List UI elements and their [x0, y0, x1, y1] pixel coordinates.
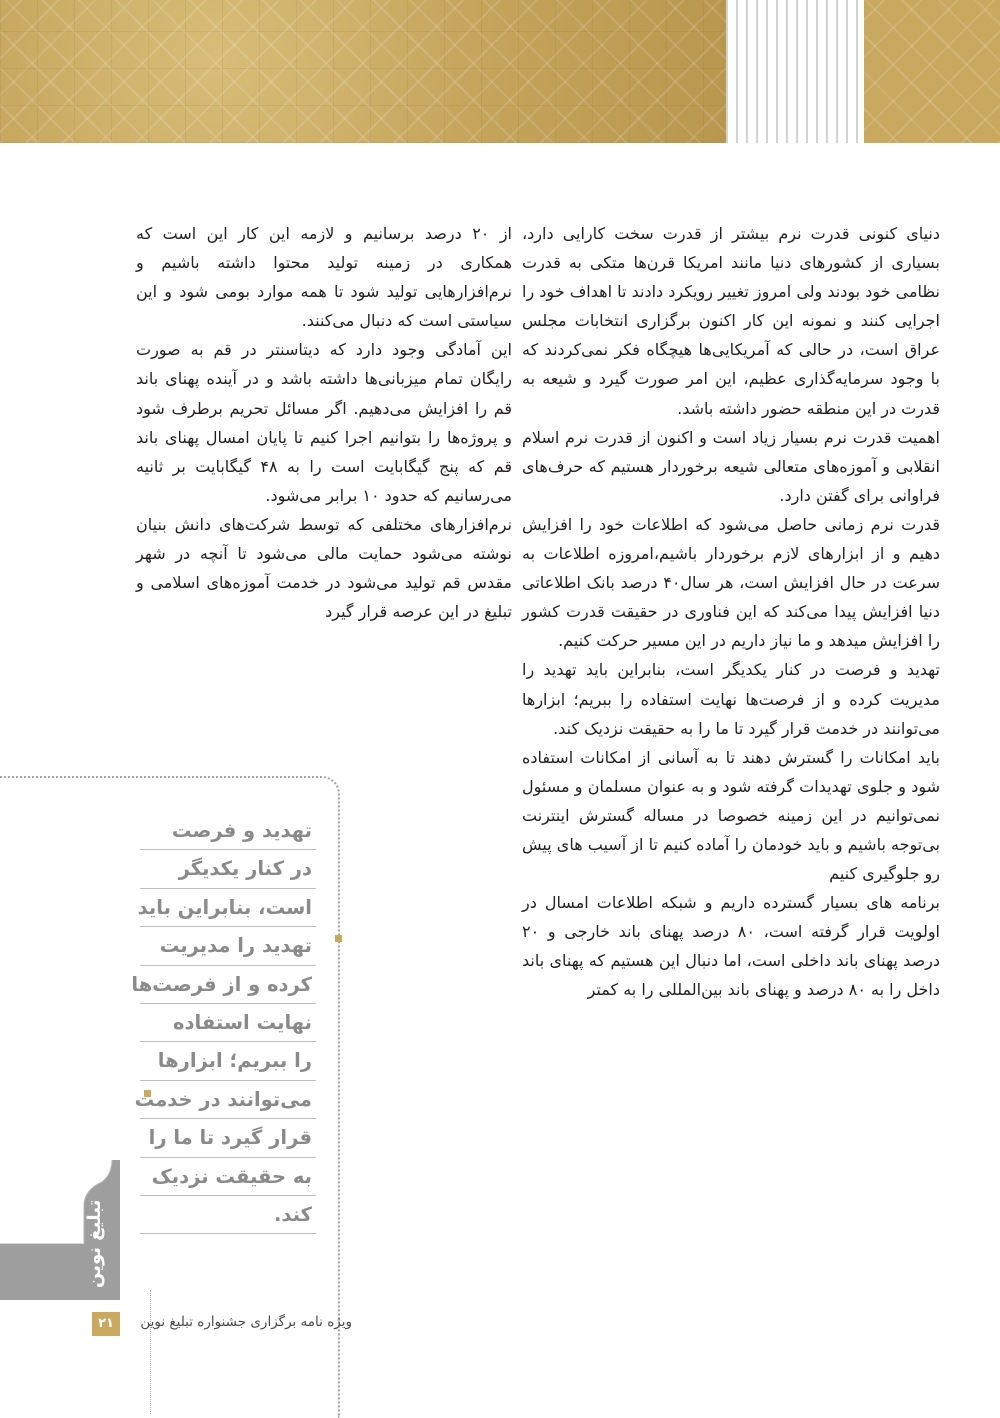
paragraph: قدرت نرم زمانی حاصل می‌شود که اطلاعات خود را افزایش دهیم و از ابزارهای لازم برخوردار باشیم،امروزه اطلاعات به سرعت در حال افزایش است، هر سال۴۰ درصد بانک اطلاعاتی دنیا افزایش پیدا می‌کند که این فناوری در حقیقت قدرت کشور را افزایش میدهد و ما نیاز داریم در این مسیر حرکت کنیم. [522, 514, 940, 651]
striped-band [726, 0, 860, 143]
pull-quote-line: نهایت استفاده [140, 1004, 316, 1042]
page-number: ۲۱ [92, 1312, 120, 1336]
paragraph: باید امکانات را گسترش دهند تا به آسانی از امکانات استفاده شود و جلوی تهدیدات گرفته شود و به عنوان مسلمان و مسئول نمی‌توانیم در این زمینه خصوصا در مساله گسترش اینترنت بی‌توجه باشیم و باید خودمان را آماده کنیم تا از آسیب های پیش رو جلوگیری کنیم [522, 747, 940, 884]
logo-wordmark: تبلیغ نوین [84, 1199, 105, 1288]
pull-quote-line: است، بنابراین باید [140, 889, 316, 927]
ornamental-corner-block [860, 0, 1000, 143]
paragraph: تهدید و فرصت در کنار یکدیگر است، بنابراین باید تهدید را مدیریت کرده و از فرصت‌ها نهایت استفاده را ببریم؛ ابزارها می‌توانند در خدمت قرار گیرد تا ما را به حقیقت نزدیک کند. [522, 660, 940, 738]
pull-quote-line: به حقیقت نزدیک [140, 1158, 316, 1196]
article-column-right [522, 219, 940, 1005]
pull-quote-line: می‌توانند در خدمت [140, 1081, 316, 1119]
publication-title: ویژه نامه برگزاری جشنواره تبلیغ نوین [140, 1314, 352, 1330]
article-column-left [136, 219, 512, 626]
pull-quote-line: تهدید را مدیریت [140, 927, 316, 965]
pull-quote-line: کند. [140, 1196, 316, 1234]
pull-quote-line: را ببریم؛ ابزارها [140, 1042, 316, 1080]
paragraph: از ۲۰ درصد برسانیم و لازمه این کار این است که همکاری در زمینه تولید محتوا داشته باشیم و نرم‌افزارهایی تولید شود تا همه موارد بومی شود و این سیاستی است که دنبال می‌کنند. [136, 224, 512, 331]
side-logo-tab [0, 1160, 120, 1300]
pull-quote-line: کرده و از فرصت‌ها [140, 966, 316, 1004]
pull-quote-line: قرار گیرد تا ما را [140, 1119, 316, 1157]
header-banner [0, 0, 1000, 143]
pull-quote [131, 812, 316, 1234]
footer-divider [150, 1290, 151, 1414]
pull-quote-line: تهدید و فرصت [140, 812, 316, 850]
ornamental-pattern [0, 0, 726, 143]
paragraph: این آمادگی وجود دارد که دیتاسنتر در قم به صورت رایگان تمام میزبانی‌ها داشته باشد و در آینده پهنای باند قم را افزایش می‌دهیم. اگر مسائل تحریم برطرف شود و پروژه‌ها را بتوانیم اجرا کنیم تا پایان امسال پهنای باند قم که پنج گیگابایت است را به ۴۸ گیگابایت بر ثانیه می‌رسانیم که حدود ۱۰ برابر می‌شود. [136, 340, 512, 505]
page-footer [92, 1312, 352, 1338]
paragraph: اهمیت قدرت نرم بسیار زیاد است و اکنون از قدرت نرم اسلام انقلابی و آموزه‌های متعالی شیعه برخوردار هستیم که حرف‌های فراوانی برای گفتن دارد. [522, 427, 940, 505]
paragraph: دنیای کنونی قدرت نرم بیشتر از قدرت سخت کارایی دارد، بسیاری از کشورهای دنیا مانند امریکا قرن‌ها متکی به قدرت نظامی خود بودند ولی امروز تغییر رویکرد دادند تا اهداف خود را اجرایی کنند و نمونه این کار اکنون برگزاری انتخابات مجلس عراق است، در حالی که آمریکایی‌ها هیچگاه فکر نمی‌کردند که با وجود سرمایه‌گذاری عظیم، این امر صورت گیرد و شیعه به قدرت در این منطقه حضور داشته باشد. [522, 224, 940, 418]
paragraph: نرم‌افزارهای مختلفی که توسط شرکت‌های دانش بنیان نوشته می‌شود حمایت مالی می‌شود تا آنچه در شهر مقدس قم تولید می‌شود در خدمت آموزه‌های اسلامی و تبلیغ در این عرصه قرار گیرد [136, 514, 512, 622]
pull-quote-line: در کنار یکدیگر [140, 850, 316, 888]
decorative-dot [335, 935, 342, 942]
paragraph: برنامه های بسیار گسترده داریم و شبکه اطلاعات امسال در اولویت قرار گرفته است، ۸۰ درصد پهنای باند خارجی و ۲۰ درصد پهنای باند داخلی است، اما دنبال این هستیم که پهنای باند داخل را به ۸۰ درصد و پهنای باند بین‌المللی را به کمتر [522, 893, 941, 1000]
logo-tab-shape [0, 1160, 120, 1300]
